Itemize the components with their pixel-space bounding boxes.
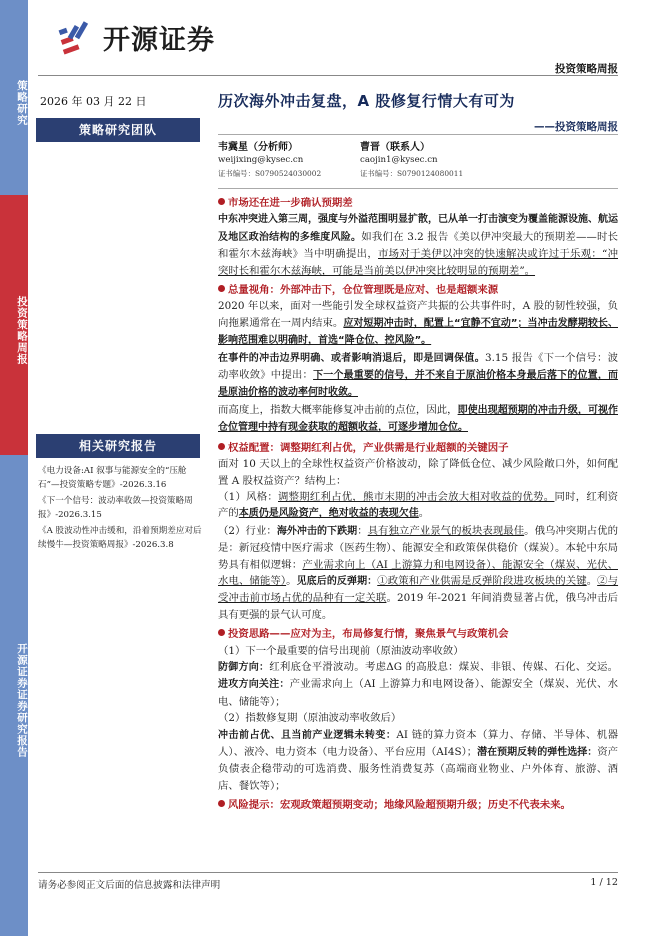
analyst-email[interactable]: caojin1@kysec.cn (360, 155, 438, 165)
section-heading: 总量视角：外部冲击下，仓位管理既是应对、也是超额来源 (218, 282, 618, 298)
bullet-icon (218, 285, 225, 292)
paragraph: （2）行业：海外冲击的下跌期：具有独立产业景气的板块表现最佳。俄乌冲突期占优的是：新冠疫情中医疗需求（医药生物）、能源安全和政策保供稳价（煤炭）。本轮中东局势具有相似逻辑：产业需求向上（AI 上游算力和电网设备）、能源安全（煤炭、光伏、水电、储能等）。见底后的反弹期：①政策和产业供需是反弹阶段进攻板块的关键。②与受冲击前市场占优的品种有一定关联。2019 年-2021 年间消费显著占优，俄乌冲击后具有更强的景气认可度。 (218, 524, 619, 621)
section-heading: 权益配置：调整期红利占优，产业供需是行业超额的关键因子 (218, 440, 618, 456)
analyst-card (360, 141, 463, 180)
paragraph: 2020 年以来，面对一些能引发全球权益资产共振的公共事件时，A 股的韧性较强，负向拖累通常在一周内结束。应对短期冲击时，配置上“宜静不宜动”；当冲击发酵期较长、影响范围难以明确时，首选“降仓位、控风险”。 (218, 300, 618, 347)
paragraph: （2）指数修复期（原油波动率收敛后） (218, 712, 402, 725)
footer-disclaimer: 请务必参阅正文后面的信息披露和法律声明 (38, 880, 221, 891)
paragraph: 防御方向：红利底仓平滑波动。考虑ΔG 的高股息：煤炭、非银、传媒、石化、交运。进攻方向关注：产业需求向上（AI 上游算力和电网设备）、能源安全（煤炭、光伏、水电、储能等）； (218, 660, 619, 708)
report-subtitle: ——投资策略周报 (534, 121, 618, 133)
related-report-item[interactable]: 《电力设备:AI 叙事与能源安全的“压舱石”—投资策略专题》-2026.3.16 (38, 466, 187, 490)
related-report-item[interactable]: 《下一个信号：波动率收敛—投资策略周报》-2026.3.15 (38, 496, 193, 520)
logo-icon (57, 17, 97, 57)
section-heading: 投资思路——应对为主，布局修复行情，聚焦景气与政策机会 (218, 626, 618, 642)
bullet-icon (218, 443, 225, 450)
report-body (218, 192, 618, 814)
analyst-card (218, 141, 321, 180)
page-number: 1 / 12 (590, 877, 618, 888)
report-title: 历次海外冲击复盘，A 股修复行情大有可为 (218, 92, 515, 110)
bullet-icon (218, 629, 225, 636)
paragraph: （1）下一个最重要的信号出现前（原油波动率收敛） (218, 644, 464, 657)
side-band-top: 策略研究 (0, 0, 28, 195)
analyst-license: 证书编号：S0790124080011 (360, 169, 464, 178)
report-date: 2026 年 03 月 22 日 (40, 95, 147, 108)
paragraph: （1）风格：调整期红利占优，熊市末期的冲击会放大相对收益的优势。同时，红利资产的本质仍是风险资产，绝对收益的表现欠佳。 (218, 490, 619, 520)
report-type: 投资策略周报 (555, 63, 618, 75)
page-footer (38, 872, 618, 891)
paragraph: 面对 10 天以上的全球性权益资产价格波动，除了降低仓位、减少风险敞口外，如何配置 A 股权益资产？结构上： (218, 458, 618, 487)
paragraph: 中东冲突进入第三周，强度与外溢范围明显扩散，已从单一打击演变为覆盖能源设施、航运及地区政治结构的多维度风险。如我们在 3.2 报告《美以伊冲突最大的预期差——时长和霍尔木兹海峡》当中明确提出，市场对于美伊以冲突的快速解决或许过于乐观：“冲突时长和霍尔木兹海峡，可能是当前美以伊冲突比较明显的预期差”。 (218, 214, 619, 277)
paragraph: 在事件的冲击边界明确、或者影响消退后，即是回调保值。3.15 报告《下一个信号：波动率收敛》中提出：下一个最重要的信号，并不来自于原油价格本身最后落下的位置，而是原油价格的波动率何时收敛。 (218, 351, 619, 399)
side-band-mid: 投资策略周报 (0, 195, 28, 455)
title-divider (218, 134, 618, 135)
bullet-icon (218, 800, 225, 807)
paragraph: 而高度上，指数大概率能修复冲击前的点位，因此，即使出现超预期的冲击升级，可视作仓位管理中持有现金获取的超额收益，可逐步增加仓位。 (218, 403, 619, 434)
related-reports-list (38, 464, 204, 554)
analyst-name: 韦冀星（分析师） (218, 142, 298, 153)
related-report-item[interactable]: 《A 股波动性冲击缓和，沿着预期差应对后续慢牛—投资策略周报》-2026.3.8 (38, 526, 202, 550)
bullet-icon (218, 198, 225, 205)
team-label: 策略研究团队 (36, 118, 200, 142)
analyst-email[interactable]: weijixing@kysec.cn (218, 155, 304, 165)
analyst-name: 曹晋（联系人） (360, 142, 430, 153)
risk-notice: 风险提示：宏观政策超预期变动；地缘风险超预期升级；历史不代表未来。 (218, 797, 618, 813)
analyst-license: 证书编号：S0790524030002 (218, 169, 322, 178)
analyst-divider (218, 188, 618, 189)
paragraph: 冲击前占优、且当前产业逻辑未转变：AI 链的算力资本（算力、存储、半导体、机器人）、液冷、电力资本（电力设备）、平台应用（AI4S）；潜在预期反转的弹性选择：资产负债表企稳带动的可选消费、服务性消费复苏（高端商业物业、户外体育、旅游、酒店、餐饮等）； (218, 728, 619, 792)
header-divider (38, 75, 618, 76)
side-band-bottom: 开源证券证券研究报告 (0, 455, 28, 936)
brand-name: 开源证券 (103, 24, 215, 56)
related-label: 相关研究报告 (36, 434, 200, 458)
brand-logo (57, 17, 215, 57)
section-heading: 市场还在进一步确认预期差 (218, 195, 618, 211)
